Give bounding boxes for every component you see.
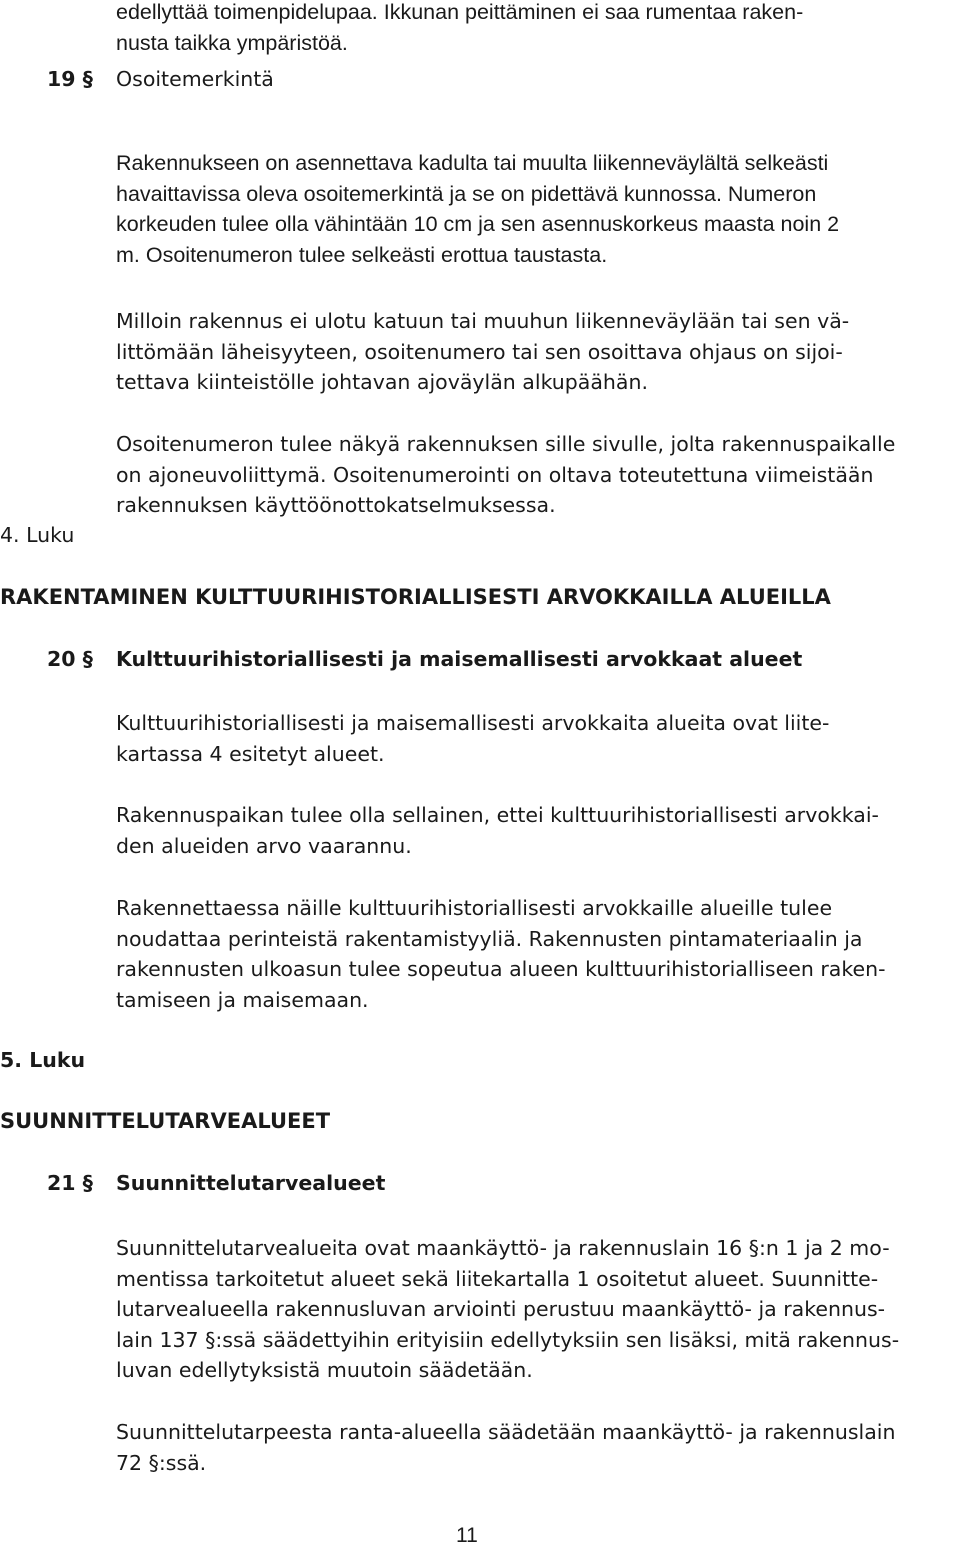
- section19-paragraph-2: [116, 306, 849, 398]
- chapter-title: RAKENTAMINEN KULTTUURIHISTORIALLISESTI ARVOKKAILLA ALUEILLA: [0, 585, 831, 609]
- text-line: lutarvealueella rakennusluvan arviointi perustuu maankäyttö- ja rakennus-: [116, 1297, 886, 1321]
- chapter-label: 4. Luku: [0, 523, 75, 547]
- text-line: tettava kiinteistölle johtavan ajoväylän alkupäähän.: [116, 370, 648, 394]
- intro-paragraph: [116, 0, 803, 58]
- text-line: nusta taikka ympäristöä.: [116, 30, 348, 55]
- text-line: tamiseen ja maisemaan.: [116, 987, 369, 1012]
- text-line: rakennuksen käyttöönottokatselmuksessa.: [116, 493, 556, 517]
- text-line: den alueiden arvo vaarannu.: [116, 833, 412, 858]
- section20-paragraph-2: [116, 800, 879, 861]
- text-line: 72 §:ssä.: [116, 1450, 207, 1475]
- section20-paragraph-3: [116, 893, 885, 1015]
- chapter-label: 5. Luku: [0, 1048, 86, 1072]
- section-number: 20 §: [47, 647, 93, 671]
- text-line: m. Osoitenumeron tulee selkeästi erottua taustasta.: [116, 242, 608, 267]
- text-line: edellyttää toimenpidelupaa. Ikkunan peittäminen ei saa rumentaa raken-: [116, 0, 804, 24]
- text-line: noudattaa perinteistä rakentamistyyliä. Rakennusten pintamateriaalin ja: [116, 926, 863, 951]
- text-line: mentissa tarkoitetut alueet sekä liitekartalla 1 osoitetut alueet. Suunnitte-: [116, 1266, 879, 1291]
- text-line: Kulttuurihistoriallisesti ja maisemallisesti arvokkaita alueita ovat liite-: [116, 711, 830, 735]
- text-line: havaittavissa oleva osoitemerkintä ja se on pidettävä kunnossa. Numeron: [116, 181, 817, 206]
- text-line: kartassa 4 esitetyt alueet.: [116, 741, 385, 766]
- text-line: Rakennettaessa näille kulttuurihistoriallisesti arvokkaille alueille tulee: [116, 896, 833, 920]
- section20-paragraph-1: [116, 708, 829, 769]
- section21-paragraph-2: [116, 1417, 895, 1478]
- section-title: Kulttuurihistoriallisesti ja maisemallisesti arvokkaat alueet: [116, 647, 803, 671]
- text-line: on ajoneuvoliittymä. Osoitenumerointi on oltava toteutettuna viimeistään: [116, 462, 874, 487]
- chapter-title: SUUNNITTELUTARVEALUEET: [0, 1109, 331, 1133]
- section19-paragraph-1: [116, 148, 839, 270]
- text-line: rakennusten ulkoasun tulee sopeutua alueen kulttuurihistorialliseen raken-: [116, 957, 886, 981]
- text-line: Rakennukseen on asennettava kadulta tai muulta liikenneväylältä selkeästi: [116, 151, 829, 175]
- text-line: luvan edellytyksistä muutoin säädetään.: [116, 1358, 533, 1382]
- text-line: Suunnittelutarvealueita ovat maankäyttö- ja rakennuslain 16 §:n 1 ja 2 mo-: [116, 1236, 890, 1260]
- section-number: 21 §: [47, 1171, 93, 1195]
- section21-paragraph-1: [116, 1233, 899, 1386]
- page-number: 11: [456, 1524, 478, 1547]
- text-line: Milloin rakennus ei ulotu katuun tai muuhun liikenneväylään tai sen vä-: [116, 309, 850, 333]
- section19-paragraph-3: [116, 429, 895, 521]
- text-line: korkeuden tulee olla vähintään 10 cm ja sen asennuskorkeus maasta noin 2: [116, 212, 840, 236]
- section-number: 19 §: [47, 67, 93, 91]
- section-title: Suunnittelutarvealueet: [116, 1171, 386, 1195]
- section-title: Osoitemerkintä: [116, 67, 274, 91]
- text-line: Suunnittelutarpeesta ranta-alueella säädetään maankäyttö- ja rakennuslain: [116, 1420, 896, 1444]
- text-line: littömään läheisyyteen, osoitenumero tai sen osoittava ohjaus on sijoi-: [116, 339, 843, 364]
- text-line: Osoitenumeron tulee näkyä rakennuksen sille sivulle, jolta rakennuspaikalle: [116, 432, 896, 456]
- text-line: lain 137 §:ssä säädettyihin erityisiin edellytyksiin sen lisäksi, mitä rakennus-: [116, 1327, 900, 1352]
- text-line: Rakennuspaikan tulee olla sellainen, ettei kulttuurihistoriallisesti arvokkai-: [116, 803, 879, 827]
